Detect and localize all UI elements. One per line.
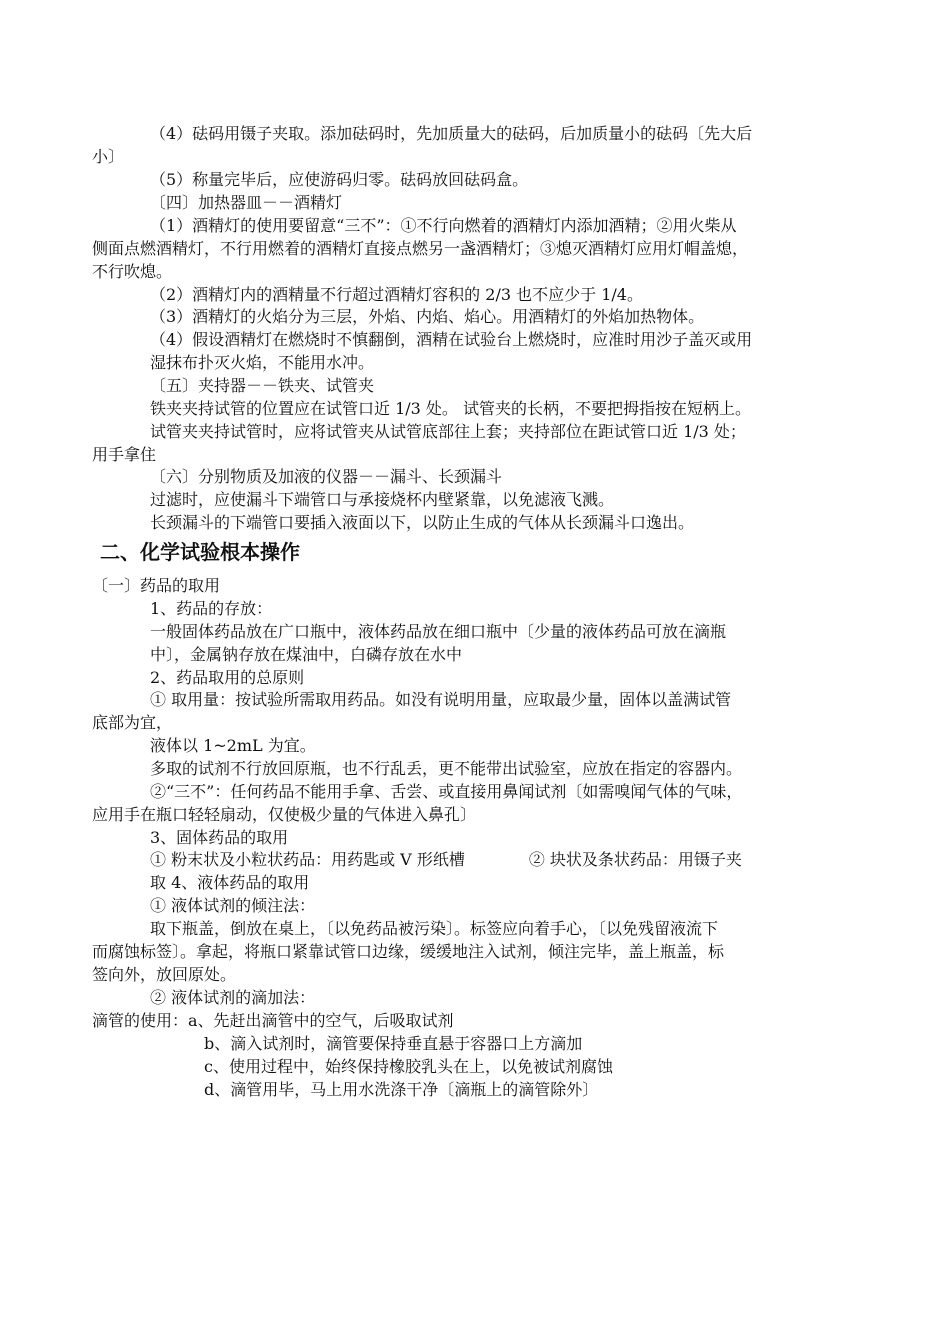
text-line: 而腐蚀标签〕。拿起，将瓶口紧靠试管口边缘，缓缓地注入试剂，倾注完毕，盖上瓶盖，标: [92, 942, 725, 961]
text-line: 试管夹夹持试管时，应将试管夹从试管底部往上套；夹持部位在距试管口近 1/3 处；: [150, 422, 746, 441]
text-line: （1）酒精灯的使用要留意“三不”：①不行向燃着的酒精灯内添加酒精；②用火柴从: [150, 216, 737, 235]
text-line: 中〕，金属钠存放在煤油中，白磷存放在水中: [150, 645, 463, 664]
text-line: 取下瓶盖，倒放在桌上，〔以免药品被污染〕。标签应向着手心，〔以免残留液流下: [150, 919, 719, 938]
text-line: 滴管的使用：a、先赶出滴管中的空气，后吸取试剂: [92, 1011, 454, 1030]
text-line: 湿抹布扑灭火焰，不能用水冲。: [150, 353, 375, 372]
text-line: 不行吹熄。: [92, 262, 173, 281]
text-line: 侧面点燃酒精灯，不行用燃着的酒精灯直接点燃另一盏酒精灯；③熄灭酒精灯应用灯帽盖熄，: [92, 239, 749, 258]
text-line: 取 4、液体药品的取用: [150, 873, 310, 892]
text-line: （2）酒精灯内的酒精量不行超过酒精灯容积的 2/3 也不应少于 1/4。: [150, 285, 643, 304]
text-line: 3、固体药品的取用: [150, 828, 289, 847]
text-line: 2、药品取用的总原则: [150, 668, 305, 687]
text-line: ② 液体试剂的滴加法：: [150, 988, 316, 1007]
text-line: ① 液体试剂的倾注法：: [150, 896, 316, 915]
text-line: （5）称量完毕后，应使游码归零。砝码放回砝码盒。: [150, 170, 529, 189]
section-heading: 二、化学试验根本操作: [100, 540, 300, 564]
text-line: [150, 849, 742, 871]
text-line: 一般固体药品放在广口瓶中，液体药品放在细口瓶中〔少量的液体药品可放在滴瓶: [150, 622, 727, 641]
subsection-heading: 〔五〕夹持器－－铁夹、试管夹: [150, 376, 375, 395]
text-line: 底部为宜，: [92, 713, 173, 732]
text-line: d、滴管用毕，马上用水洗涤干净〔滴瓶上的滴管除外〕: [204, 1080, 599, 1099]
text-line: 用手拿住: [92, 445, 157, 464]
text-line: 应用手在瓶口轻轻扇动，仅使极少量的气体进入鼻孔〕: [92, 805, 477, 824]
subsection-heading: 〔六〕分别物质及加液的仪器－－漏斗、长颈漏斗: [150, 467, 503, 486]
text-line: 签向外，放回原处。: [92, 965, 237, 984]
text-line: 液体以 1~2mL 为宜。: [150, 736, 316, 755]
subsection-heading: 〔一〕药品的取用: [92, 576, 221, 595]
subsection-heading: 〔四〕加热器皿－－酒精灯: [150, 193, 343, 212]
text-line: （3）酒精灯的火焰分为三层，外焰、内焰、焰心。用酒精灯的外焰加热物体。: [150, 307, 705, 326]
text-line: 多取的试剂不行放回原瓶，也不行乱丢，更不能带出试验室，应放在指定的容器内。: [150, 759, 743, 778]
text-line: （4）假设酒精灯在燃烧时不慎翻倒，酒精在试验台上燃烧时，应准时用沙子盖灭或用: [150, 330, 753, 349]
text-line: （4）砝码用镊子夹取。添加砝码时，先加质量大的砝码，后加质量小的砝码〔先大后: [150, 124, 753, 143]
text-line: 长颈漏斗的下端管口要插入液面以下，以防止生成的气体从长颈漏斗口逸出。: [150, 513, 695, 532]
text-line: b、滴入试剂时，滴管要保持垂直悬于容器口上方滴加: [204, 1034, 583, 1053]
text-line: 小〕: [92, 147, 125, 166]
text-line: c、使用过程中，始终保持橡胶乳头在上，以免被试剂腐蚀: [204, 1057, 613, 1076]
text-fragment: ① 粉末状及小粒状药品：用药匙或 V 形纸槽: [150, 850, 465, 869]
text-line: 铁夹夹持试管的位置应在试管口近 1/3 处。 试管夹的长柄，不要把拇指按在短柄上。: [150, 399, 752, 418]
text-line: ① 取用量：按试验所需取用药品。如没有说明用量，应取最少量，固体以盖满试管: [150, 690, 732, 709]
text-line: 过滤时，应使漏斗下端管口与承接烧杯内壁紧靠，以免滤液飞溅。: [150, 490, 615, 509]
text-fragment: ② 块状及条状药品：用镊子夹: [528, 850, 742, 869]
text-line: 1、药品的存放：: [150, 599, 273, 618]
text-line: ②“三不”：任何药品不能用手拿、舌尝、或直接用鼻闻试剂〔如需嗅闻气体的气味，: [150, 782, 743, 801]
